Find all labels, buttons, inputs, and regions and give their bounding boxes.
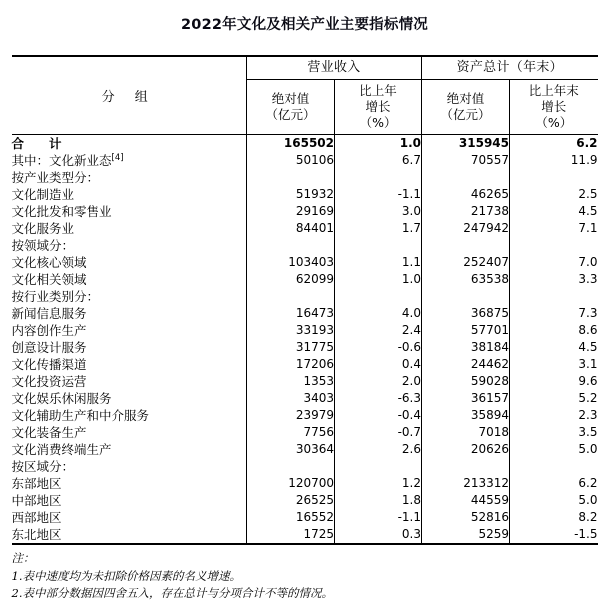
row-label: 文化服务业 — [11, 221, 75, 236]
cell-revenue-absolute: 50106 — [247, 152, 335, 169]
header-cell-revenue: 营业收入 — [247, 56, 422, 80]
table-row — [12, 271, 598, 288]
note-item: 2.表中部分数据因四舍五入，存在总计与分项合计不等的情况。 — [11, 586, 333, 600]
table-row — [12, 220, 598, 237]
cell-revenue-absolute: 1353 — [247, 373, 335, 390]
header-line-1: 比上年 — [359, 83, 397, 98]
row-label: 新闻信息服务 — [11, 306, 87, 321]
table-row — [12, 407, 598, 424]
cell-revenue-growth: 1.0 — [335, 135, 422, 153]
table-row — [12, 186, 598, 203]
row-label: 文化传播渠道 — [11, 357, 87, 372]
table-row — [12, 237, 598, 254]
statistics-table-container — [12, 55, 598, 545]
row-label: 创意设计服务 — [11, 340, 87, 355]
cell-assets-absolute: 20626 — [422, 441, 510, 458]
row-label: 内容创作生产 — [11, 323, 87, 338]
cell-assets-absolute: 70557 — [422, 152, 510, 169]
table-row — [12, 475, 598, 492]
cell-assets-growth: 4.5 — [510, 339, 598, 356]
cell-assets-absolute: 315945 — [422, 135, 510, 153]
table-row — [12, 509, 598, 526]
cell-assets-absolute: 24462 — [422, 356, 510, 373]
header-line-3: （亿元） — [265, 107, 316, 122]
row-label: 中部地区 — [11, 493, 62, 508]
cell-revenue-absolute: 120700 — [247, 475, 335, 492]
cell-revenue-absolute: 3403 — [247, 390, 335, 407]
cell-revenue-absolute — [247, 169, 335, 186]
header-cell-assets-growth — [510, 80, 598, 135]
cell-revenue-growth — [335, 288, 422, 305]
cell-assets-growth — [510, 458, 598, 475]
cell-revenue-absolute: 16552 — [247, 509, 335, 526]
cell-revenue-absolute: 103403 — [247, 254, 335, 271]
cell-assets-absolute: 213312 — [422, 475, 510, 492]
cell-revenue-growth: 2.4 — [335, 322, 422, 339]
header-line-1: 绝对值 — [271, 91, 310, 106]
cell-assets-absolute: 57701 — [422, 322, 510, 339]
cell-revenue-growth: -1.1 — [335, 509, 422, 526]
cell-assets-absolute — [422, 237, 510, 254]
cell-assets-growth: 8.2 — [510, 509, 598, 526]
cell-assets-absolute: 38184 — [422, 339, 510, 356]
row-label: 文化娱乐休闲服务 — [11, 391, 112, 406]
cell-assets-growth: -1.5 — [510, 526, 598, 544]
cell-assets-growth — [510, 237, 598, 254]
row-label: 文化批发和零售业 — [11, 204, 112, 219]
cell-assets-absolute: 59028 — [422, 373, 510, 390]
cell-revenue-absolute: 33193 — [247, 322, 335, 339]
row-label: 合 计 — [11, 136, 62, 151]
cell-revenue-absolute — [247, 288, 335, 305]
row-label: 按行业类别分： — [11, 289, 100, 304]
cell-assets-absolute — [422, 169, 510, 186]
cell-revenue-absolute: 26525 — [247, 492, 335, 509]
cell-assets-absolute: 63538 — [422, 271, 510, 288]
cell-revenue-growth: 1.1 — [335, 254, 422, 271]
table-row — [12, 339, 598, 356]
table-row — [12, 322, 598, 339]
row-label: 文化投资运营 — [11, 374, 87, 389]
cell-revenue-absolute: 23979 — [247, 407, 335, 424]
cell-revenue-absolute — [247, 458, 335, 475]
header-line-2: 增长 — [365, 99, 391, 114]
cell-assets-absolute: 52816 — [422, 509, 510, 526]
cell-assets-growth: 7.3 — [510, 305, 598, 322]
header-line-1: 比上年末 — [528, 83, 579, 98]
cell-assets-growth: 7.0 — [510, 254, 598, 271]
row-label: 东部地区 — [11, 476, 62, 491]
cell-assets-growth: 6.2 — [510, 135, 598, 153]
cell-assets-growth: 2.5 — [510, 186, 598, 203]
cell-revenue-absolute: 16473 — [247, 305, 335, 322]
table-row — [12, 169, 598, 186]
table-row — [12, 254, 598, 271]
header-line-3: （%） — [535, 115, 573, 130]
cell-assets-absolute: 36157 — [422, 390, 510, 407]
header-line-3: （亿元） — [440, 107, 491, 122]
cell-revenue-growth: -0.4 — [335, 407, 422, 424]
cell-revenue-growth: -6.3 — [335, 390, 422, 407]
cell-assets-absolute: 36875 — [422, 305, 510, 322]
cell-revenue-growth: 6.7 — [335, 152, 422, 169]
cell-revenue-growth: 3.0 — [335, 203, 422, 220]
row-label: 东北地区 — [12, 526, 247, 544]
cell-assets-growth: 9.6 — [510, 373, 598, 390]
table-notes — [12, 545, 598, 603]
cell-assets-growth: 5.0 — [510, 441, 598, 458]
notes-heading: 注： — [11, 551, 35, 565]
table-row — [12, 458, 598, 475]
cell-assets-absolute: 44559 — [422, 492, 510, 509]
note-item: 1.表中速度均为未扣除价格因素的名义增速。 — [11, 568, 241, 583]
table-header-group-row — [12, 56, 598, 80]
cell-revenue-absolute: 84401 — [247, 220, 335, 237]
row-label: 按区域分： — [11, 459, 75, 474]
table-row — [12, 152, 598, 169]
cell-revenue-absolute: 165502 — [247, 135, 335, 153]
cell-assets-growth: 6.2 — [510, 475, 598, 492]
row-label: 按领域分： — [11, 238, 75, 253]
row-label: 文化制造业 — [11, 187, 75, 202]
cell-revenue-absolute: 30364 — [247, 441, 335, 458]
table-row — [12, 203, 598, 220]
cell-revenue-growth: 0.3 — [335, 526, 422, 544]
cell-revenue-growth: 2.0 — [335, 373, 422, 390]
table-row — [12, 526, 598, 544]
cell-revenue-absolute: 62099 — [247, 271, 335, 288]
cell-assets-growth: 11.9 — [510, 152, 598, 169]
row-label: 文化消费终端生产 — [11, 442, 112, 457]
table-header — [12, 56, 598, 135]
cell-revenue-absolute: 31775 — [247, 339, 335, 356]
row-label: 西部地区 — [11, 510, 62, 525]
cell-revenue-absolute: 51932 — [247, 186, 335, 203]
cell-assets-absolute: 46265 — [422, 186, 510, 203]
header-cell-assets: 资产总计（年末） — [422, 56, 598, 80]
cell-revenue-growth — [335, 458, 422, 475]
header-cell-group — [12, 56, 247, 135]
cell-revenue-growth: 1.8 — [335, 492, 422, 509]
cell-assets-absolute — [422, 288, 510, 305]
cell-assets-absolute: 247942 — [422, 220, 510, 237]
cell-assets-absolute: 5259 — [422, 526, 510, 544]
table-row — [12, 305, 598, 322]
statistics-table — [12, 55, 598, 545]
row-label: 文化辅助生产和中介服务 — [11, 408, 150, 423]
table-row — [12, 441, 598, 458]
cell-revenue-absolute — [247, 237, 335, 254]
header-group-label: 分 组 — [101, 90, 156, 105]
table-row — [12, 135, 598, 153]
header-line-1: 绝对值 — [446, 91, 485, 106]
row-label: 其中：文化新业态[4] — [11, 152, 124, 168]
table-row — [12, 492, 598, 509]
cell-assets-growth: 5.2 — [510, 390, 598, 407]
cell-assets-growth — [510, 288, 598, 305]
cell-revenue-absolute: 7756 — [247, 424, 335, 441]
table-row — [12, 424, 598, 441]
cell-revenue-absolute: 29169 — [247, 203, 335, 220]
cell-revenue-growth: -1.1 — [335, 186, 422, 203]
cell-assets-growth: 3.1 — [510, 356, 598, 373]
cell-assets-absolute: 21738 — [422, 203, 510, 220]
cell-assets-growth — [510, 169, 598, 186]
cell-assets-absolute: 252407 — [422, 254, 510, 271]
cell-revenue-growth: 0.4 — [335, 356, 422, 373]
header-cell-revenue-growth — [335, 80, 422, 135]
footnote-marker: [4] — [111, 152, 124, 163]
cell-revenue-growth — [335, 237, 422, 254]
cell-assets-growth: 2.3 — [510, 407, 598, 424]
cell-revenue-growth: -0.6 — [335, 339, 422, 356]
cell-revenue-growth: 2.6 — [335, 441, 422, 458]
cell-revenue-growth: -0.7 — [335, 424, 422, 441]
table-body — [12, 135, 598, 545]
cell-assets-absolute: 35894 — [422, 407, 510, 424]
cell-assets-growth: 5.0 — [510, 492, 598, 509]
cell-assets-growth: 4.5 — [510, 203, 598, 220]
cell-assets-growth: 3.5 — [510, 424, 598, 441]
cell-revenue-growth — [335, 169, 422, 186]
cell-assets-absolute: 7018 — [422, 424, 510, 441]
cell-assets-absolute — [422, 458, 510, 475]
cell-assets-growth: 7.1 — [510, 220, 598, 237]
cell-revenue-absolute: 1725 — [247, 526, 335, 544]
row-label: 按产业类型分： — [11, 170, 100, 185]
cell-revenue-growth: 4.0 — [335, 305, 422, 322]
table-row — [12, 288, 598, 305]
cell-revenue-growth: 1.2 — [335, 475, 422, 492]
header-cell-revenue-absolute — [247, 80, 335, 135]
table-row — [12, 390, 598, 407]
cell-assets-growth: 8.6 — [510, 322, 598, 339]
header-line-3: （%） — [359, 115, 397, 130]
cell-revenue-growth: 1.7 — [335, 220, 422, 237]
header-cell-assets-absolute — [422, 80, 510, 135]
page-title: 2022年文化及相关产业主要指标情况 — [181, 17, 428, 33]
table-row — [12, 373, 598, 390]
row-label: 文化相关领域 — [11, 272, 87, 287]
cell-revenue-absolute: 17206 — [247, 356, 335, 373]
row-label: 文化装备生产 — [11, 425, 87, 440]
table-row — [12, 356, 598, 373]
header-line-2: 增长 — [541, 99, 567, 114]
cell-assets-growth: 3.3 — [510, 271, 598, 288]
cell-revenue-growth: 1.0 — [335, 271, 422, 288]
row-label: 文化核心领域 — [11, 255, 87, 270]
